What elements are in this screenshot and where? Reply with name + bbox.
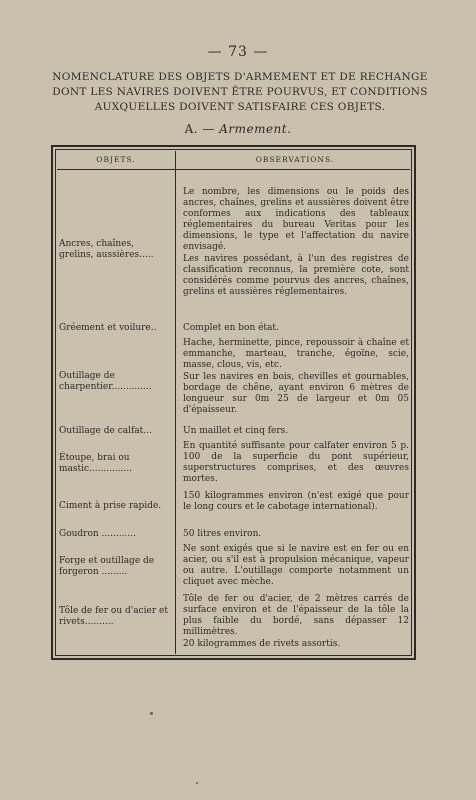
- row-object: Forge et outillage de forgeron .........: [59, 556, 155, 577]
- observation-paragraph: Ne sont exigés que si le navire est en fer ou en acier, ou s'il est à propulsion mécanique, vapeur ou autre. L'outillage comporte notamment un cliquet avec mèche.: [183, 544, 409, 587]
- row-observations: [183, 323, 409, 335]
- document-heading: NOMENCLATURE DES OBJETS D'ARMEMENT ET DE RECHANGE DONT LES NAVIRES DOIVENT ÊTRE POURVUS, ET CONDITIONS AUXQUELLES DOIVENT SATISFAIRE CES OBJETS.: [52, 71, 428, 113]
- row-object: Gréement et voilure..: [59, 323, 157, 333]
- section-title: Armement.: [219, 122, 292, 136]
- section-label: A. —: [184, 122, 215, 136]
- observation-paragraph: Un maillet et cinq fers.: [183, 426, 289, 436]
- row-object: Étoupe, brai ou mastic...............: [59, 453, 132, 474]
- observation-paragraph: 150 kilogrammes environ (n'est exigé que pour le long cours et le cabotage international).: [183, 491, 409, 512]
- row-observations: [183, 441, 409, 486]
- observation-paragraph: Complet en bon état.: [183, 323, 279, 333]
- row-object: Outillage de calfat...: [59, 426, 152, 436]
- observation-paragraph: Hache, herminette, pince, repoussoir à chaîne et emmanche, marteau, tranche, égoïne, scie, masse, clous, vis, etc.: [183, 338, 409, 370]
- observation-paragraph: Le nombre, les dimensions ou le poids des ancres, chaînes, grelins et aussières doivent être conformes aux indications des tableaux réglementaires du bureau Veritas pour les dimensions, le type et l'affectation du navire envisagé.: [183, 187, 409, 252]
- column-header-observations: OBSERVATIONS.: [255, 155, 335, 164]
- row-observations: [183, 529, 409, 541]
- row-object: Ciment à prise rapide.: [59, 501, 162, 511]
- column-divider: [175, 151, 176, 654]
- row-object: Ancres, chaînes, grelins, aussières.....: [59, 239, 154, 260]
- row-object: Goudron ............: [59, 529, 136, 539]
- nomenclature-table: [51, 145, 416, 660]
- row-observations: [183, 426, 409, 438]
- row-observations: [183, 544, 409, 589]
- row-observations: [183, 594, 409, 651]
- observation-paragraph: Les navires possédant, à l'un des registres de classification reconnus, la première cote, sont considérés comme pourvus des ancres, chaînes, grelins et aussières réglementaires.: [183, 254, 409, 297]
- section-subheading: [0, 122, 476, 136]
- observation-paragraph: Sur les navires en bois, chevilles et gournables, bordage de chêne, ayant environ 6 mètres de longueur sur 0m 25 de largeur et 0m 05 d'épaisseur.: [183, 372, 409, 415]
- row-observations: [183, 491, 409, 514]
- observation-paragraph: 50 litres environ.: [183, 529, 262, 539]
- observation-paragraph: En quantité suffisante pour calfater environ 5 p. 100 de la superficie du pont supérieur, superstructures comprises, et des œuvres mortes.: [183, 441, 409, 484]
- column-header-objets: OBJETS.: [96, 155, 136, 164]
- observation-paragraph: Tôle de fer ou d'acier, de 2 mètres carrés de surface environ et de l'épaisseur de la tôle la plus faible du bordé, sans dépasser 12 millimètres.: [183, 594, 409, 637]
- observation-paragraph: 20 kilogrammes de rivets assortis.: [183, 639, 341, 649]
- row-observations: [183, 187, 409, 299]
- page-number: — 73 —: [207, 44, 269, 60]
- row-observations: [183, 338, 409, 417]
- paper-speck: [196, 782, 198, 784]
- row-object: Tôle de fer ou d'acier et rivets..........: [59, 606, 168, 627]
- header-divider: [57, 169, 410, 170]
- paper-speck: [150, 712, 153, 715]
- row-object: Outillage de charpentier..............: [59, 371, 152, 392]
